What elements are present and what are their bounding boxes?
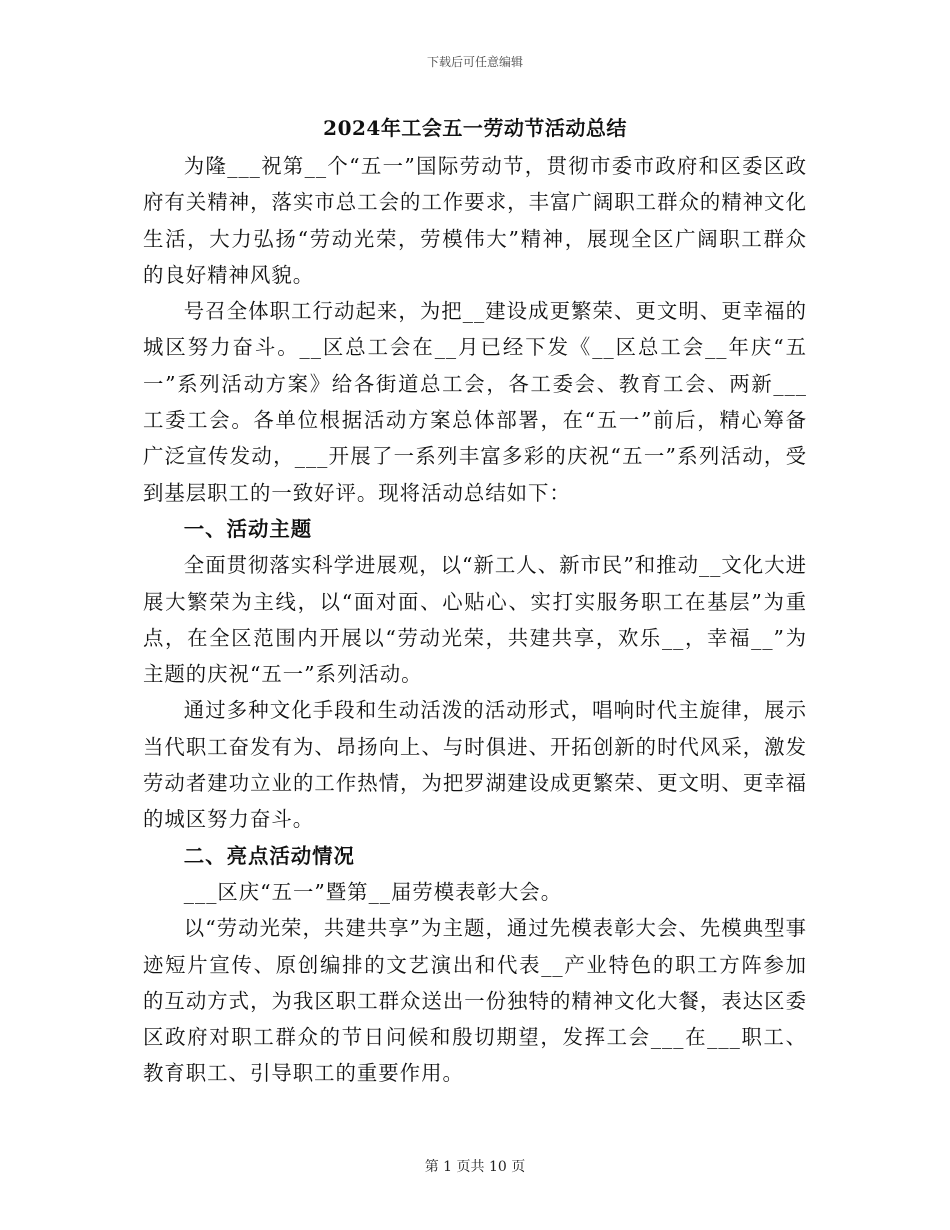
page-number: 第 1 页共 10 页 <box>424 1159 526 1175</box>
paragraph: 号召全体职工行动起来，为把__建设成更繁荣、更文明、更幸福的城区努力奋斗。__区总工会在__月已经下发《__区总工会__年庆“五一”系列活动方案》给各街道总工会，各工委会、教育工会、两新___工委工会。各单位根据活动方案总体部署，在“五一”前后，精心筹备广泛宣传发动，___开展了一系列丰富多彩的庆祝“五一”系列活动，受到基层职工的一致好评。现将活动总结如下： <box>143 299 807 505</box>
paragraph: 以“劳动光荣，共建共享”为主题，通过先模表彰大会、先模典型事迹短片宣传、原创编排的文艺演出和代表__产业特色的职工方阵参加的互动方式，为我区职工群众送出一份独特的精神文化大餐，表达区委区政府对职工群众的节日问候和殷切期望，发挥工会___在___职工、教育职工、引导职工的重要作用。 <box>143 916 807 1086</box>
paragraph: 通过多种文化手段和生动活泼的活动形式，唱响时代主旋律，展示当代职工奋发有为、昂扬向上、与时俱进、开拓创新的时代风采，激发劳动者建功立业的工作热情，为把罗湖建设成更繁荣、更文明、更幸福的城区努力奋斗。 <box>143 698 807 832</box>
paragraph: 为隆___祝第__个“五一”国际劳动节，贯彻市委市政府和区委区政府有关精神，落实市总工会的工作要求，丰富广阔职工群众的精神文化生活，大力弘扬“劳动光荣，劳模伟大”精神，展现全区广阔职工群众的良好精神风貌。 <box>143 154 807 287</box>
document-body <box>143 148 807 1092</box>
paragraph: ___区庆“五一”暨第__届劳模表彰大会。 <box>183 879 563 904</box>
paragraph: 全面贯彻落实科学进展观，以“新工人、新市民”和推动__文化大进展大繁荣为主线，以“面对面、心贴心、实打实服务职工在基层”为重点，在全区范围内开展以“劳动光荣，共建共享，欢乐__，幸福__”为主题的庆祝“五一”系列活动。 <box>143 553 807 687</box>
section-heading: 二、亮点活动情况 <box>183 843 355 868</box>
section-heading: 一、活动主题 <box>183 516 313 541</box>
document-title: 2024年工会五一劳动节活动总结 <box>323 116 627 140</box>
header-note: 下载后可任意编辑 <box>426 55 523 69</box>
